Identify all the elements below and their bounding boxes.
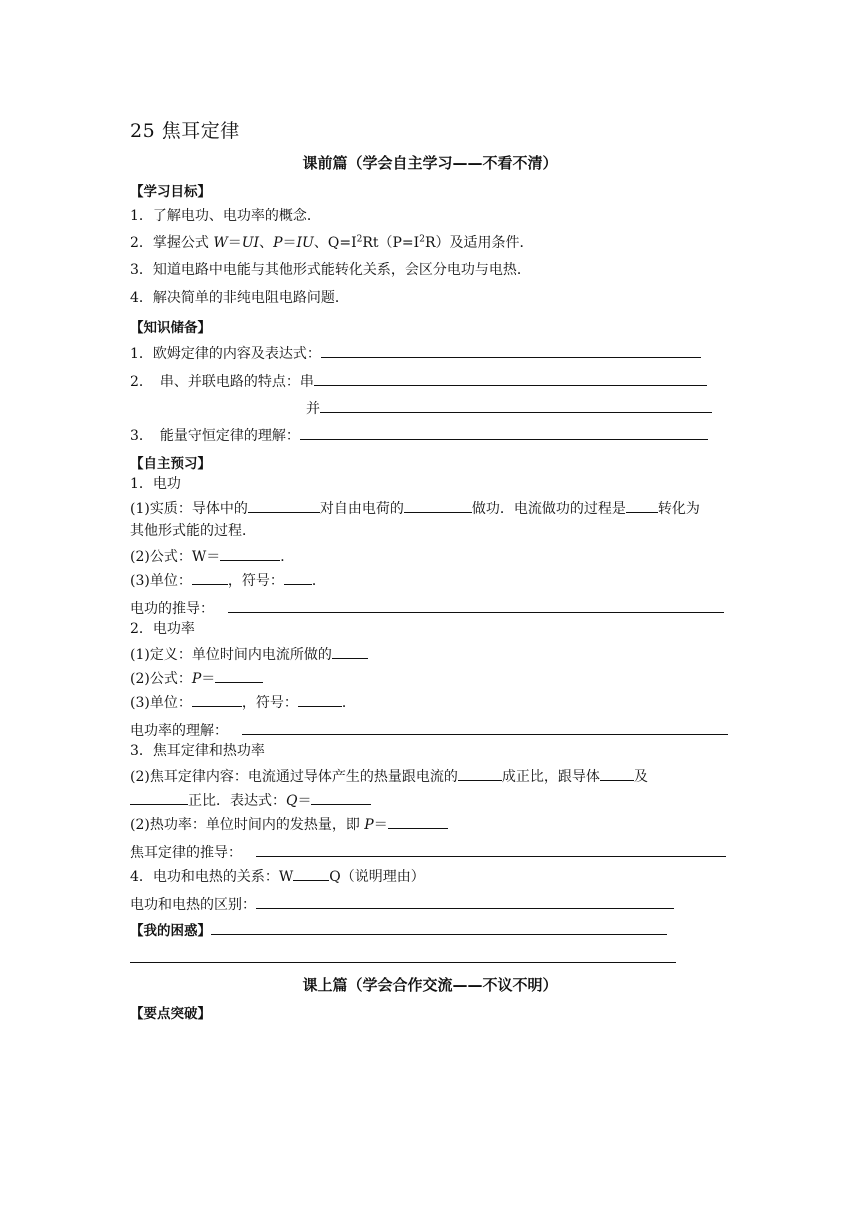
preview-heading-1: 1．电功 [130, 476, 181, 492]
var-IU: IU [296, 235, 314, 251]
confusion-row [130, 919, 667, 939]
equals-sign: ＝ [201, 671, 216, 687]
power-understanding [130, 719, 728, 739]
answer-blank[interactable] [192, 569, 228, 585]
text: ，符号： [241, 695, 298, 711]
knowledge-3 [130, 424, 708, 444]
equals-sign: ＝ [297, 793, 312, 809]
objective-2-text-c: Rt（P=I [362, 235, 420, 251]
objective-1: 1．了解电功、电功率的概念． [130, 208, 321, 224]
equals-sign: ＝ [227, 235, 242, 251]
knowledge-2-label: 2． 串、并联电路的特点：串 [130, 374, 314, 390]
text: ，符号： [227, 573, 284, 589]
text: Q（说明理由） [329, 869, 425, 885]
var-W: W [213, 235, 228, 251]
worksheet-page [130, 0, 730, 1216]
confusion-answer-line[interactable] [130, 962, 676, 963]
text: ． [311, 573, 326, 589]
answer-blank[interactable] [248, 497, 320, 513]
answer-blank[interactable] [228, 597, 724, 613]
text: (2)热功率：单位时间内的发热量，即 [130, 817, 365, 833]
work-heat-difference [130, 893, 674, 913]
objective-2 [130, 233, 533, 253]
answer-blank[interactable] [293, 865, 329, 881]
text: 对自由电荷的 [319, 501, 404, 517]
knowledge-1 [130, 342, 701, 362]
knowledge-1-label: 1．欧姆定律的内容及表达式： [130, 346, 321, 362]
preview-1-2 [130, 545, 294, 565]
text: 电功率的理解： [130, 723, 228, 739]
equals-sign: ＝ [373, 817, 388, 833]
pre-class-heading: 课前篇（学会自主学习——不看不清） [302, 154, 558, 172]
text: 电功和电热的区别： [130, 897, 256, 913]
section-key-points: 【要点突破】 [130, 1006, 211, 1022]
answer-blank[interactable] [320, 397, 712, 413]
objective-4: 4．解决简单的非纯电阻电路问题． [130, 290, 349, 306]
text: 焦耳定律的推导： [130, 845, 242, 861]
answer-blank[interactable] [600, 765, 634, 781]
text: (2)焦耳定律内容：电流通过导体产生的热量跟电流的 [130, 769, 458, 785]
section-knowledge: 【知识储备】 [130, 320, 211, 336]
answer-blank[interactable] [298, 691, 342, 707]
answer-blank[interactable] [332, 643, 368, 659]
text: (3)单位： [130, 695, 192, 711]
preview-3-1 [130, 765, 648, 785]
text: ． [280, 549, 295, 565]
superscript-2: 2 [356, 234, 363, 245]
preview-2-2 [130, 667, 263, 687]
text: 转化为 [657, 501, 700, 517]
separator: 、 [259, 235, 274, 251]
text: 做功．电流做功的过程是 [471, 501, 626, 517]
preview-1-1 [130, 497, 700, 517]
answer-blank[interactable] [256, 893, 674, 909]
text: 及 [633, 769, 648, 785]
text: (2)公式： [130, 671, 192, 687]
knowledge-2b-label: 并 [306, 401, 320, 417]
text: (1)实质：导体中的 [130, 501, 248, 517]
section-preview: 【自主预习】 [130, 456, 211, 472]
answer-blank[interactable] [220, 545, 280, 561]
preview-2-1 [130, 643, 368, 663]
answer-blank[interactable] [388, 813, 448, 829]
preview-heading-2: 2．电功率 [130, 621, 195, 637]
var-Q: Q [286, 793, 298, 809]
answer-blank[interactable] [242, 719, 728, 735]
answer-blank[interactable] [192, 691, 242, 707]
answer-blank[interactable] [130, 789, 188, 805]
answer-blank[interactable] [314, 370, 707, 386]
answer-blank[interactable] [211, 919, 667, 935]
work-derivation [130, 597, 724, 617]
var-UI: UI [241, 235, 260, 251]
superscript-2: 2 [419, 234, 425, 245]
document-title: 25 焦耳定律 [130, 120, 240, 142]
answer-blank[interactable] [626, 497, 658, 513]
text: 电功的推导： [130, 601, 214, 617]
objective-2-text-d: R）及适用条件． [424, 235, 534, 251]
preview-1-3 [130, 569, 326, 589]
objective-3: 3．知道电路中电能与其他形式能转化关系，会区分电功与电热． [130, 262, 531, 278]
preview-heading-4 [130, 865, 425, 885]
text: ． [341, 695, 356, 711]
answer-blank[interactable] [404, 497, 472, 513]
answer-blank[interactable] [256, 841, 726, 857]
answer-blank[interactable] [284, 569, 312, 585]
answer-blank[interactable] [321, 342, 701, 358]
knowledge-2b [306, 397, 712, 417]
preview-3-2 [130, 813, 448, 833]
answer-blank[interactable] [215, 667, 263, 683]
preview-1-1-cont: 其他形式能的过程． [130, 523, 256, 539]
answer-blank[interactable] [300, 424, 708, 440]
joule-derivation [130, 841, 726, 861]
text: (2)公式：W＝ [130, 549, 221, 565]
section-objectives: 【学习目标】 [130, 184, 211, 200]
section-confusion: 【我的困惑】 [130, 923, 211, 939]
objective-2-text-a: 2．掌握公式 [130, 235, 214, 251]
answer-blank[interactable] [458, 765, 502, 781]
var-P: P [191, 671, 202, 687]
var-P: P [273, 235, 283, 251]
text: 4．电功和电热的关系：W [130, 869, 294, 885]
knowledge-2 [130, 370, 707, 390]
preview-heading-3: 3．焦耳定律和热功率 [130, 743, 265, 759]
equals-sign: ＝ [282, 235, 297, 251]
objective-2-text-b: 、Q=I [313, 235, 357, 251]
preview-3-1-cont [130, 789, 371, 809]
text: (3)单位： [130, 573, 192, 589]
knowledge-3-label: 3． 能量守恒定律的理解： [130, 428, 300, 444]
text: 正比．表达式： [188, 793, 286, 809]
preview-2-3 [130, 691, 356, 711]
answer-blank[interactable] [311, 789, 371, 805]
text: (1)定义：单位时间内电流所做的 [130, 647, 332, 663]
text: 成正比，跟导体 [501, 769, 600, 785]
in-class-heading: 课上篇（学会合作交流——不议不明） [302, 976, 558, 994]
var-P: P [364, 817, 374, 833]
